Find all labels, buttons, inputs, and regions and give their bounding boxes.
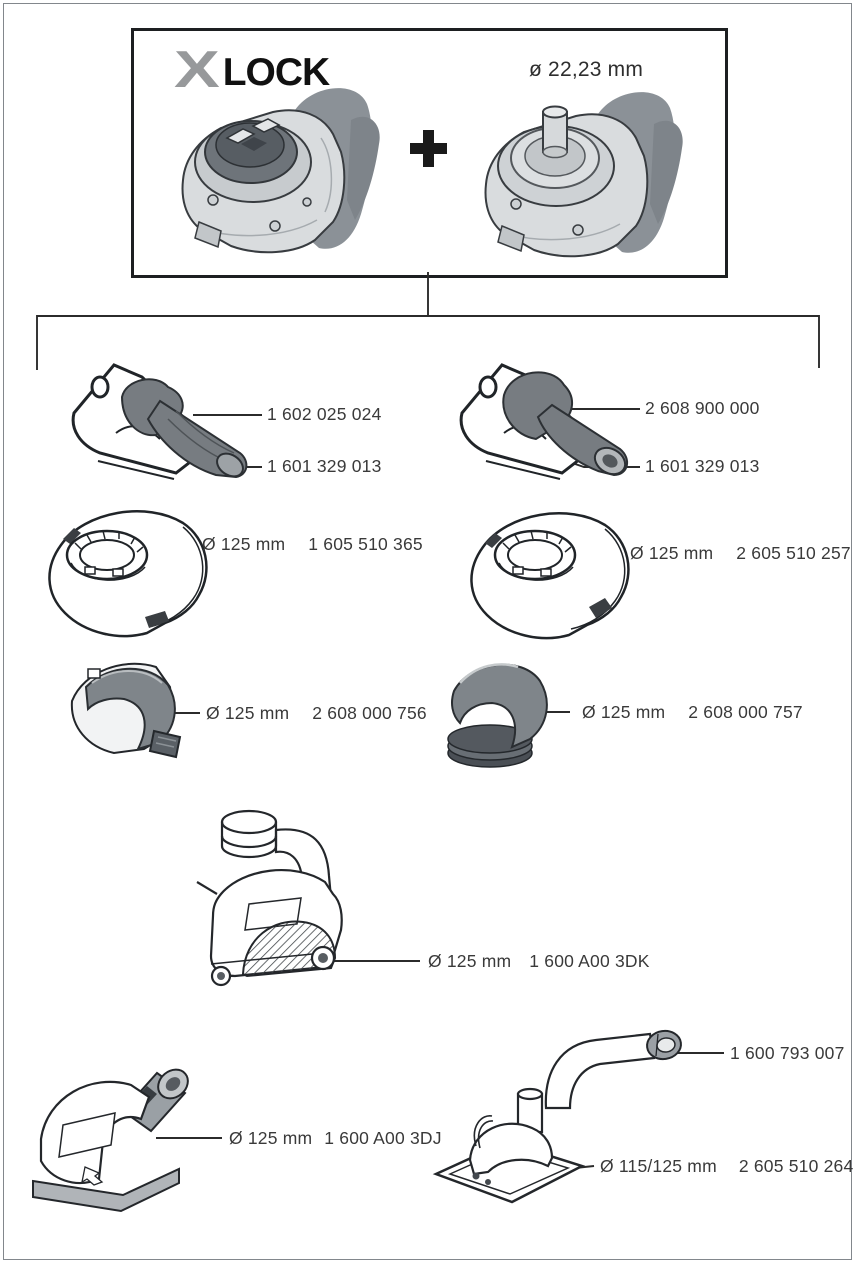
cut-guard-cover-a-illustration (58, 653, 198, 773)
wheel-guard-b-illustration (449, 499, 637, 641)
cutting-dust-hood-dj-illustration (27, 1061, 205, 1221)
part-number: 1 600 793 007 (730, 1043, 845, 1063)
size-label: Ø 125 mm (630, 543, 714, 563)
part-number: 1 601 329 013 (267, 456, 382, 476)
part-number: 1 600 A00 3DJ (324, 1128, 442, 1148)
xlock-x-glyph: X (174, 41, 218, 99)
grinder-head-xlock-illustration (155, 80, 397, 270)
part-label (600, 1156, 853, 1177)
plus-icon (410, 130, 447, 167)
cutting-base-guide-illustration (430, 1086, 590, 1208)
part-label (206, 703, 427, 724)
side-handle-b-illustration (452, 349, 642, 481)
part-number: 2 608 900 000 (645, 398, 760, 418)
side-handle-a-illustration (64, 349, 260, 481)
part-number: 1 605 510 365 (308, 534, 423, 554)
size-label: Ø 125 mm (229, 1128, 313, 1148)
part-number: 1 601 329 013 (645, 456, 760, 476)
part-label (582, 702, 803, 723)
xlock-lock-text: LOCK (222, 51, 330, 94)
size-label: Ø 125 mm (428, 951, 512, 971)
part-label (229, 1128, 442, 1149)
part-number: 2 605 510 257 (736, 543, 851, 563)
grinder-head-standard-illustration (460, 84, 700, 270)
part-label (630, 543, 851, 564)
dust-extraction-hood-dk-illustration (183, 798, 391, 1002)
part-label (428, 951, 650, 972)
size-label: Ø 125 mm (582, 702, 666, 722)
wheel-guard-a-illustration (27, 497, 215, 639)
part-number: 2 608 000 756 (312, 703, 427, 723)
size-label: Ø 115/125 mm (600, 1156, 717, 1176)
size-label: Ø 125 mm (206, 703, 290, 723)
size-label: Ø 125 mm (202, 534, 286, 554)
part-number: 1 602 025 024 (267, 404, 382, 424)
spindle-diameter-label: ø 22,23 mm (529, 58, 644, 81)
part-number: 2 608 000 757 (688, 702, 803, 722)
part-number: 1 600 A00 3DK (529, 951, 650, 971)
part-number: 2 605 510 264 (738, 1156, 854, 1176)
part-label (202, 534, 423, 555)
cut-guard-cover-b-illustration (436, 653, 552, 773)
